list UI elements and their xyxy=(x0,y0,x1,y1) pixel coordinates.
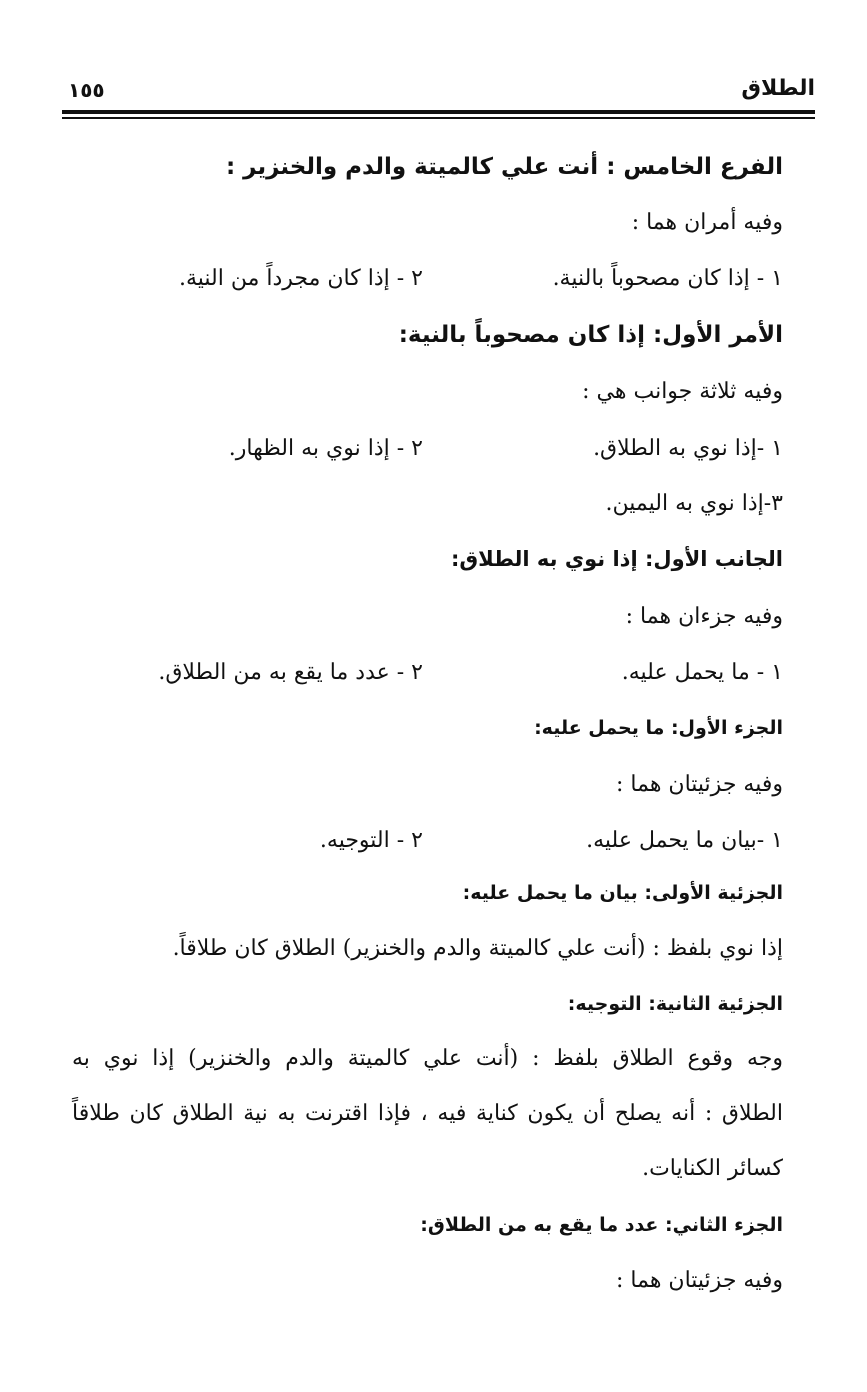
intro-line: وفيه ثلاثة جوانب هي : xyxy=(582,379,783,404)
intro-line: وفيه جزئيتان هما : xyxy=(616,772,783,797)
section-heading-fifth-branch: الفرع الخامس : أنت علي كالميتة والدم والخنزير : xyxy=(225,154,783,180)
subheading-second-part: الجزء الثاني: عدد ما يقع به من الطلاق: xyxy=(420,1214,783,1236)
intro-line: وفيه أمران هما : xyxy=(631,210,783,235)
list-item-2: ٢ - إذا نوي به الظهار. xyxy=(228,436,423,461)
list-item-3: ٣-إذا نوي به اليمين. xyxy=(605,491,783,516)
list-item-2: ٢ - عدد ما يقع به من الطلاق. xyxy=(158,660,423,685)
list-item-1: ١ -بيان ما يحمل عليه. xyxy=(586,828,783,853)
subheading-first-subpart: الجزئية الأولى: بيان ما يحمل عليه: xyxy=(462,882,783,904)
intro-line: وفيه جزءان هما : xyxy=(625,604,783,629)
subheading-first-part: الجزء الأول: ما يحمل عليه: xyxy=(534,717,783,739)
body-paragraph-line-2: الطلاق : أنه يصلح أن يكون كناية فيه ، فإذا اقترنت به نية الطلاق كان طلاقاً xyxy=(72,1101,783,1126)
list-item-1: ١ -إذا نوي به الطلاق. xyxy=(593,436,783,461)
header-title: الطلاق xyxy=(741,76,815,101)
body-paragraph: إذا نوي بلفظ : (أنت علي كالميتة والدم والخنزير) الطلاق كان طلاقاً. xyxy=(172,936,783,961)
intro-line: وفيه جزئيتان هما : xyxy=(616,1268,783,1293)
list-item-2: ٢ - إذا كان مجرداً من النية. xyxy=(178,266,423,291)
subheading-first-matter: الأمر الأول: إذا كان مصحوباً بالنية: xyxy=(398,322,783,348)
header-rule-thick xyxy=(62,110,815,114)
header-rule-thin xyxy=(62,117,815,119)
list-item-2: ٢ - التوجيه. xyxy=(319,828,423,853)
subheading-first-aspect: الجانب الأول: إذا نوي به الطلاق: xyxy=(450,547,783,571)
running-header xyxy=(62,72,815,112)
list-item-1: ١ - ما يحمل عليه. xyxy=(621,660,783,685)
body-paragraph-line-3: كسائر الكنايات. xyxy=(642,1156,783,1181)
page-number: ١٥٥ xyxy=(68,78,105,102)
subheading-second-subpart: الجزئية الثانية: التوجيه: xyxy=(567,993,783,1015)
body-paragraph-line-1: وجه وقوع الطلاق بلفظ : (أنت علي كالميتة والدم والخنزير) إذا نوي به xyxy=(72,1046,783,1071)
list-item-1: ١ - إذا كان مصحوباً بالنية. xyxy=(552,266,783,291)
